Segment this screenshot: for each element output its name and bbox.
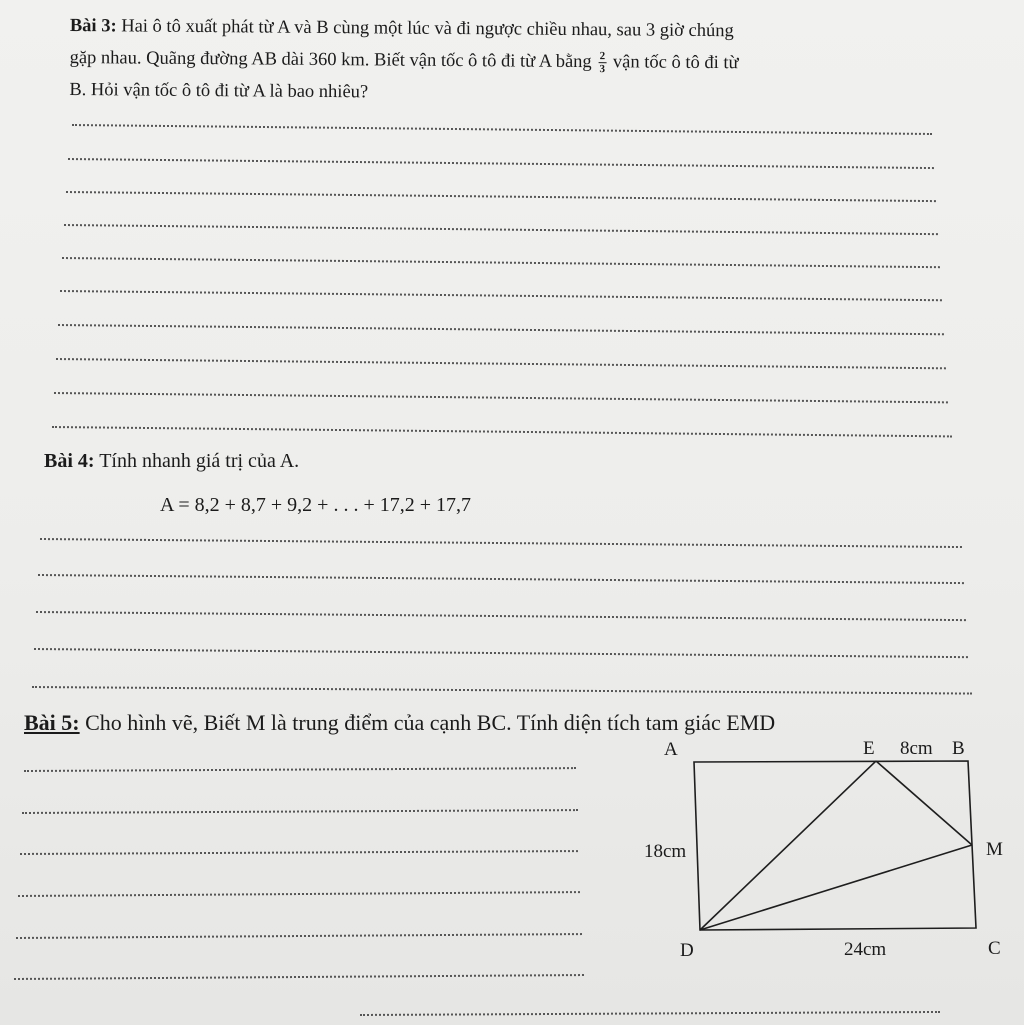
figure-drawing [630,735,1020,970]
problem-3-label: Bài 3: [69,15,117,37]
problem-3-line-2b: vận tốc ô tô đi từ [612,52,739,74]
label-d: D [680,940,694,961]
label-c: C [988,938,1001,959]
answer-line [14,974,584,980]
rectangle-abcd [694,761,976,930]
answer-line [360,1011,940,1016]
answer-line [16,933,582,939]
geometry-figure [630,735,1020,970]
problem-3-line-3: B. Hỏi vận tốc ô tô đi từ A là bao nhiêu? [69,79,369,103]
label-dc: 24cm [844,939,887,960]
answer-line [22,809,578,814]
answer-line [36,611,966,621]
problem-3 [69,10,950,113]
problem-4 [44,450,299,473]
problem-5-label: Bài 5: [24,710,80,735]
problem-4-formula: A = 8,2 + 8,7 + 9,2 + . . . + 17,2 + 17,7 [160,494,472,516]
answer-line [20,850,578,855]
label-ad: 18cm [644,841,687,862]
answer-line [52,426,952,437]
problem-5-text: Cho hình vẽ, Biết M là trung điểm của cạnh BC. Tính diện tích tam giác EMD [85,710,776,735]
answer-line [24,767,576,772]
label-a: A [664,739,678,760]
label-m: M [986,839,1003,860]
fraction [598,50,606,75]
answer-line [58,324,944,335]
segment-em [876,761,972,845]
label-eb: 8cm [900,738,933,759]
answer-line [56,358,946,369]
answer-line [64,224,938,235]
problem-4-text: Tính nhanh giá trị của A. [99,450,300,472]
label-e: E [863,738,875,759]
answer-line [38,574,964,584]
answer-line [40,538,962,548]
problem-3-line-2a: gặp nhau. Quãng đường AB dài 360 km. Biết vận tốc ô tô đi từ A bằng [69,47,592,73]
answer-line [72,124,932,135]
answer-line [34,648,968,658]
answer-line [60,290,942,301]
answer-line [68,158,934,169]
label-b: B [952,738,965,759]
problem-5 [24,710,775,736]
problem-3-line-1: Hai ô tô xuất phát từ A và B cùng một lúc và đi ngược chiều nhau, sau 3 giờ chúng [121,16,734,42]
answer-line [66,191,936,202]
fraction-denominator: 3 [599,63,606,76]
answer-line [32,686,972,695]
problem-4-label: Bài 4: [44,450,95,472]
segment-ed [700,761,876,930]
answer-line [18,891,580,897]
answer-line [62,257,940,268]
segment-dm [700,845,972,930]
fraction-numerator: 2 [599,50,606,63]
answer-line [54,392,948,403]
